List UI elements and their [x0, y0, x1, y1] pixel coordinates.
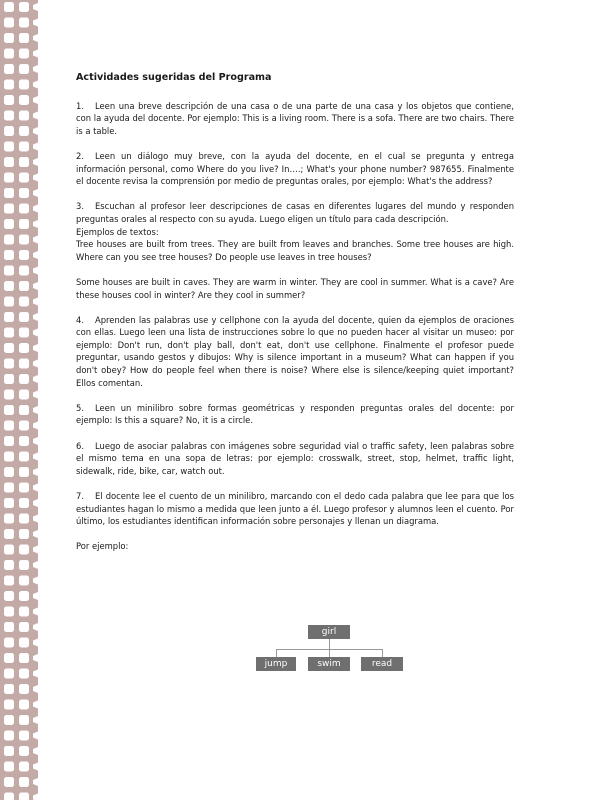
- strip-hole: [4, 777, 14, 787]
- strip-hole: [19, 142, 29, 152]
- strip-hole: [4, 64, 14, 74]
- strip-hole: [4, 421, 14, 431]
- strip-hole: [4, 622, 14, 632]
- strip-hole: [4, 142, 14, 152]
- strip-hole: [19, 328, 29, 338]
- strip-hole: [19, 374, 29, 384]
- strip-hole: [4, 436, 14, 446]
- activity-text: Escuchan al profesor leer descripciones de casas en diferentes lugares del mundo y responden preguntas orales al respecto con su ayuda. Luego eligen un título para cada descripción.: [76, 201, 514, 224]
- strip-hole: [19, 219, 29, 229]
- strip-hole: [19, 359, 29, 369]
- strip-hole: [4, 126, 14, 136]
- strip-hole: [19, 18, 29, 28]
- strip-hole: [4, 374, 14, 384]
- strip-hole: [19, 545, 29, 555]
- strip-hole: [19, 126, 29, 136]
- activity-number: 7.: [76, 491, 84, 501]
- strip-hole: [4, 560, 14, 570]
- strip-hole: [4, 250, 14, 260]
- strip-hole: [4, 18, 14, 28]
- word-diagram: [256, 625, 406, 677]
- strip-hole: [19, 188, 29, 198]
- examples-label: Ejemplos de textos:: [76, 226, 159, 237]
- strip-hole: [4, 235, 14, 245]
- strip-hole: [19, 715, 29, 725]
- strip-hole: [4, 529, 14, 539]
- strip-hole: [4, 700, 14, 710]
- activity-number: 3.: [76, 201, 84, 212]
- activity-text: Leen un diálogo muy breve, con la ayuda del docente, en el cual se pregunta y entrega información personal, como Where do you live? In….; What's your phone number? 987655. Finalmente el docente revisa la comprensión por medio de preguntas orales, por ejemplo: What's the address?: [76, 150, 514, 187]
- strip-hole: [19, 2, 29, 12]
- strip-hole: [19, 33, 29, 43]
- activity-7: [76, 490, 514, 528]
- strip-hole: [4, 467, 14, 477]
- strip-hole: [4, 514, 14, 524]
- strip-hole: [4, 281, 14, 291]
- strip-hole: [4, 343, 14, 353]
- activity-text: Aprenden las palabras use y cellphone con la ayuda del docente, quien da ejemplos de oraciones con ellas. Luego leen una lista de instrucciones sobre lo que no pueden hacer al visitar un museo: por ejemplo: Don't run, don't play ball, don't eat, don't use cellphone. Finalmente el profesor puede preguntar, usando gestos y dibujos: Why is silence important in a museum? What can happen if you don't obey? How do people feel when there is noise? Where else is silence/keeping quiet important? Ellos comentan.: [76, 314, 514, 388]
- strip-hole: [19, 281, 29, 291]
- strip-hole: [19, 467, 29, 477]
- activity-number: 4.: [76, 314, 84, 325]
- strip-hole: [19, 560, 29, 570]
- strip-hole: [4, 204, 14, 214]
- strip-hole: [4, 638, 14, 648]
- section-heading: Actividades sugeridas del Programa: [76, 72, 272, 83]
- connector-line: [329, 649, 330, 657]
- strip-hole: [19, 80, 29, 90]
- strip-hole: [19, 700, 29, 710]
- document-body: [76, 72, 514, 566]
- strip-hole: [19, 297, 29, 307]
- strip-hole: [4, 762, 14, 772]
- perforated-border-graphic: [0, 0, 38, 800]
- example-text-1: Tree houses are built from trees. They are built from leaves and branches. Some tree houses are high. Where can you see tree houses? Do people use leaves in tree houses?: [76, 239, 514, 262]
- strip-hole: [4, 731, 14, 741]
- strip-hole: [19, 514, 29, 524]
- strip-hole: [19, 64, 29, 74]
- connector-line: [276, 649, 277, 657]
- diagram-child-node: read: [361, 657, 403, 671]
- strip-hole: [4, 157, 14, 167]
- activity-3: [76, 200, 514, 301]
- activity-1: [76, 100, 514, 138]
- strip-hole: [4, 328, 14, 338]
- strip-hole: [4, 591, 14, 601]
- strip-hole: [4, 452, 14, 462]
- strip-hole: [19, 436, 29, 446]
- strip-hole: [19, 498, 29, 508]
- strip-hole: [4, 173, 14, 183]
- strip-hole: [4, 545, 14, 555]
- strip-hole: [19, 684, 29, 694]
- strip-hole: [19, 529, 29, 539]
- strip-hole: [4, 80, 14, 90]
- strip-hole: [19, 762, 29, 772]
- strip-hole: [4, 669, 14, 679]
- strip-hole: [4, 111, 14, 121]
- strip-hole: [19, 793, 29, 800]
- strip-hole: [4, 219, 14, 229]
- strip-hole: [4, 607, 14, 617]
- strip-hole: [19, 157, 29, 167]
- strip-hole: [19, 49, 29, 59]
- diagram-child-node: jump: [256, 657, 296, 671]
- connector-line: [329, 639, 330, 649]
- strip-hole: [19, 731, 29, 741]
- activity-number: 2.: [76, 150, 84, 161]
- activity-4: [76, 314, 514, 390]
- strip-hole: [4, 390, 14, 400]
- strip-hole: [4, 266, 14, 276]
- strip-hole: [4, 405, 14, 415]
- activity-text: Luego de asociar palabras con imágenes sobre seguridad vial o traffic safety, leen palabras sobre el mismo tema en una sopa de letras: por ejemplo: crosswalk, street, stop, helmet, traffic light, sidewalk, ride, bike, car, watch out.: [76, 440, 514, 476]
- activity-6: [76, 440, 514, 478]
- strip-hole: [19, 622, 29, 632]
- strip-hole: [19, 343, 29, 353]
- strip-hole: [19, 669, 29, 679]
- strip-hole: [19, 390, 29, 400]
- activity-text: Leen un minilibro sobre formas geométricas y responden preguntas orales del docente: por ejemplo: Is this a square? No, it is a circle.: [76, 402, 514, 426]
- strip-hole: [4, 576, 14, 586]
- example-text-2: Some houses are built in caves. They are warm in winter. They are cool in summer. What is a cave? Are these houses cool in winter? Are they cool in summer?: [76, 276, 514, 300]
- strip-hole: [19, 452, 29, 462]
- strip-hole: [19, 266, 29, 276]
- strip-hole: [19, 312, 29, 322]
- strip-hole: [4, 188, 14, 198]
- strip-hole: [4, 653, 14, 663]
- activity-5: [76, 402, 514, 427]
- strip-hole: [19, 204, 29, 214]
- strip-hole: [19, 746, 29, 756]
- strip-hole: [19, 576, 29, 586]
- strip-hole: [19, 607, 29, 617]
- activity-2: [76, 150, 514, 188]
- activity-text: El docente lee el cuento de un minilibro, marcando con el dedo cada palabra que lee para que los estudiantes hagan lo mismo a medida que leen junto a él. Luego profesor y alumnos leen el cuento. Por último, los estudiantes identifican información sobre personajes y llenan un diagrama.: [76, 491, 514, 527]
- strip-hole: [4, 312, 14, 322]
- strip-hole: [4, 49, 14, 59]
- activity-number: 1.: [76, 100, 84, 111]
- strip-hole: [4, 483, 14, 493]
- strip-hole: [19, 638, 29, 648]
- strip-hole: [4, 359, 14, 369]
- activity-number: 5.: [76, 402, 84, 413]
- strip-hole: [19, 111, 29, 121]
- diagram-child-node: swim: [308, 657, 350, 671]
- strip-hole: [19, 591, 29, 601]
- strip-hole: [19, 483, 29, 493]
- strip-hole: [19, 777, 29, 787]
- strip-hole: [19, 235, 29, 245]
- strip-hole: [4, 684, 14, 694]
- por-ejemplo-label: Por ejemplo:: [76, 541, 129, 552]
- strip-hole: [4, 95, 14, 105]
- strip-hole: [4, 2, 14, 12]
- strip-hole: [19, 250, 29, 260]
- diagram-root-node: girl: [308, 625, 350, 639]
- strip-hole: [4, 715, 14, 725]
- strip-hole: [19, 173, 29, 183]
- activity-text: Leen una breve descripción de una casa o de una parte de una casa y los objetos que contiene, con la ayuda del docente. Por ejemplo: This is a living room. There is a sofa. There are two chairs. There is a table.: [76, 100, 514, 136]
- strip-hole: [19, 421, 29, 431]
- strip-hole: [4, 33, 14, 43]
- activity-number: 6.: [76, 440, 84, 451]
- strip-hole: [19, 405, 29, 415]
- strip-hole: [4, 297, 14, 307]
- decorative-side-strip: [0, 0, 38, 800]
- strip-hole: [4, 793, 14, 800]
- strip-hole: [4, 746, 14, 756]
- strip-hole: [19, 95, 29, 105]
- strip-hole: [4, 498, 14, 508]
- strip-hole: [19, 653, 29, 663]
- connector-line: [382, 649, 383, 657]
